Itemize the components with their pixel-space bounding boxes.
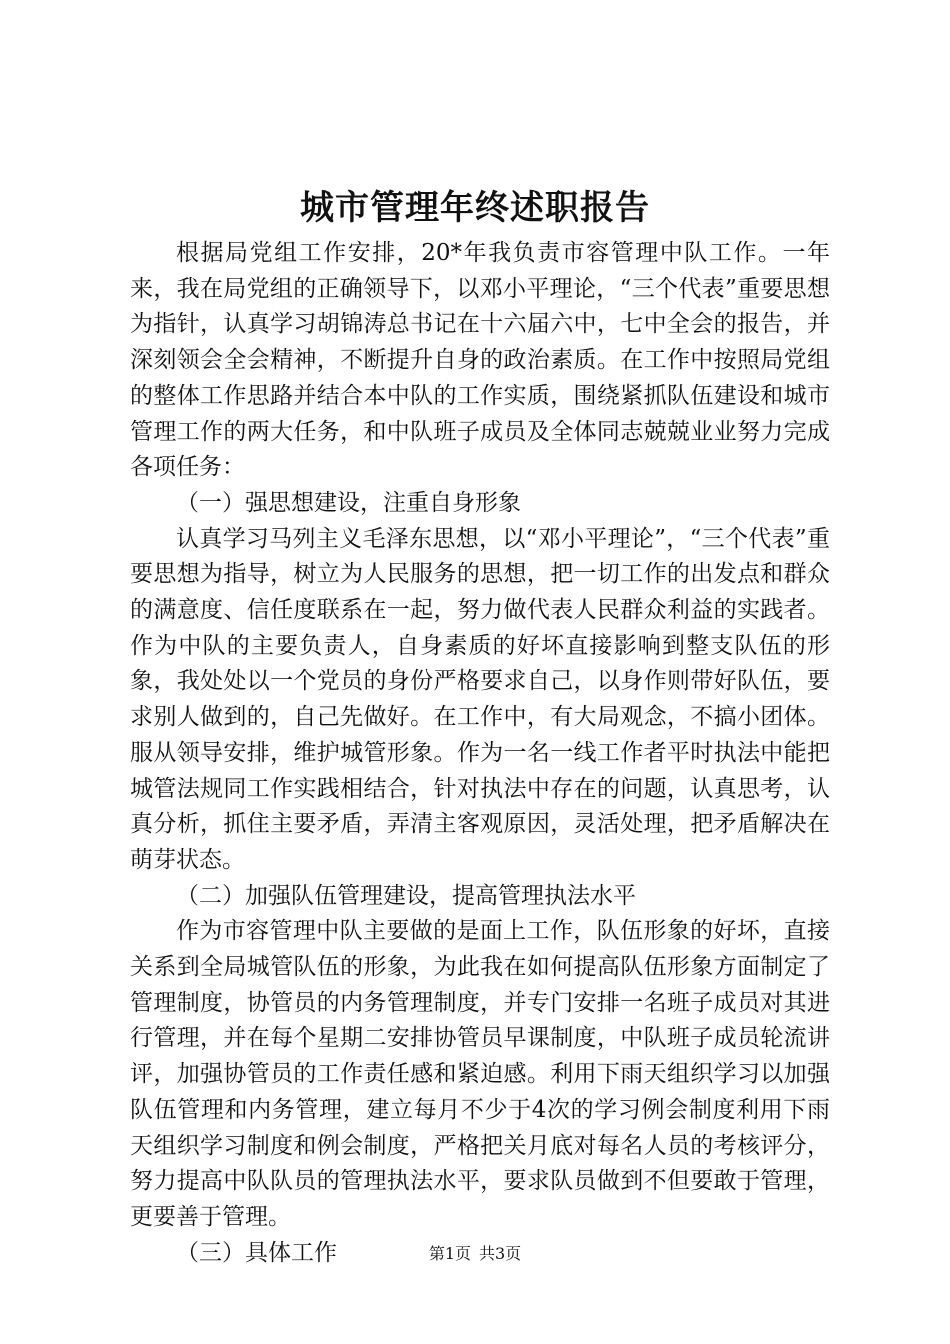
section-heading-1: （一）强思想建设，注重自身形象 bbox=[176, 489, 521, 516]
section-heading-2: （二）加强队伍管理建设，提高管理执法水平 bbox=[176, 882, 636, 909]
page-footer bbox=[0, 1243, 950, 1265]
document-title: 城市管理年终述职报告 bbox=[300, 188, 650, 228]
section-heading-3: （三）具体工作 bbox=[176, 1239, 337, 1266]
paragraph-section-1: 认真学习马列主义毛泽东思想，以“邓小平理论”，“三个代表”重要思想为指导，树立为人民服务的思想，把一切工作的出发点和群众的满意度、信任度联系在一起，努力做代表人民群众利益的实践者。作为中队的主要负责人，自身素质的好坏直接影响到整支队伍的形象，我处处以一个党员的身份严格要求自己，以身作则带好队伍，要求别人做到的，自己先做好。在工作中，有大局观念，不搞小团体。服从领导安排，维护城管形象。作为一名一线工作者平时执法中能把城管法规同工作实践相结合，针对执法中存在的问题，认真思考，认真分析，抓住主要矛盾，弄清主客观原因，灵活处理，把矛盾解决在萌芽状态。 bbox=[130, 525, 830, 873]
paragraph-section-2: 作为市容管理中队主要做的是面上工作，队伍形象的好坏，直接关系到全局城管队伍的形象，为此我在如何提高队伍形象方面制定了管理制度，协管员的内务管理制度，并专门安排一名班子成员对其进行管理，并在每个星期二安排协管员早课制度，中队班子成员轮流讲评，加强协管员的工作责任感和紧迫感。利用下雨天组织学习以加强队伍管理和内务管理，建立每月不少于4次的学习例会制度利用下雨天组织学习制度和例会制度，严格把关月底对每名人员的考核评分，努力提高中队队员的管理执法水平，要求队员做到不但要敢于管理，更要善于管理。 bbox=[130, 918, 830, 1230]
page-number: 第1页 bbox=[428, 1244, 471, 1263]
page-total: 共3页 bbox=[479, 1244, 522, 1263]
document-body bbox=[130, 236, 830, 1271]
paragraph-intro: 根据局党组工作安排，20*年我负责市容管理中队工作。一年来，我在局党组的正确领导下，以邓小平理论，“三个代表”重要思想为指针，认真学习胡锦涛总书记在十六届六中，七中全会的报告，并深刻领会全会精神，不断提升自身的政治素质。在工作中按照局党组的整体工作思路并结合本中队的工作实质，围绕紧抓队伍建设和城市管理工作的两大任务，和中队班子成员及全体同志兢兢业业努力完成各项任务： bbox=[130, 240, 830, 481]
